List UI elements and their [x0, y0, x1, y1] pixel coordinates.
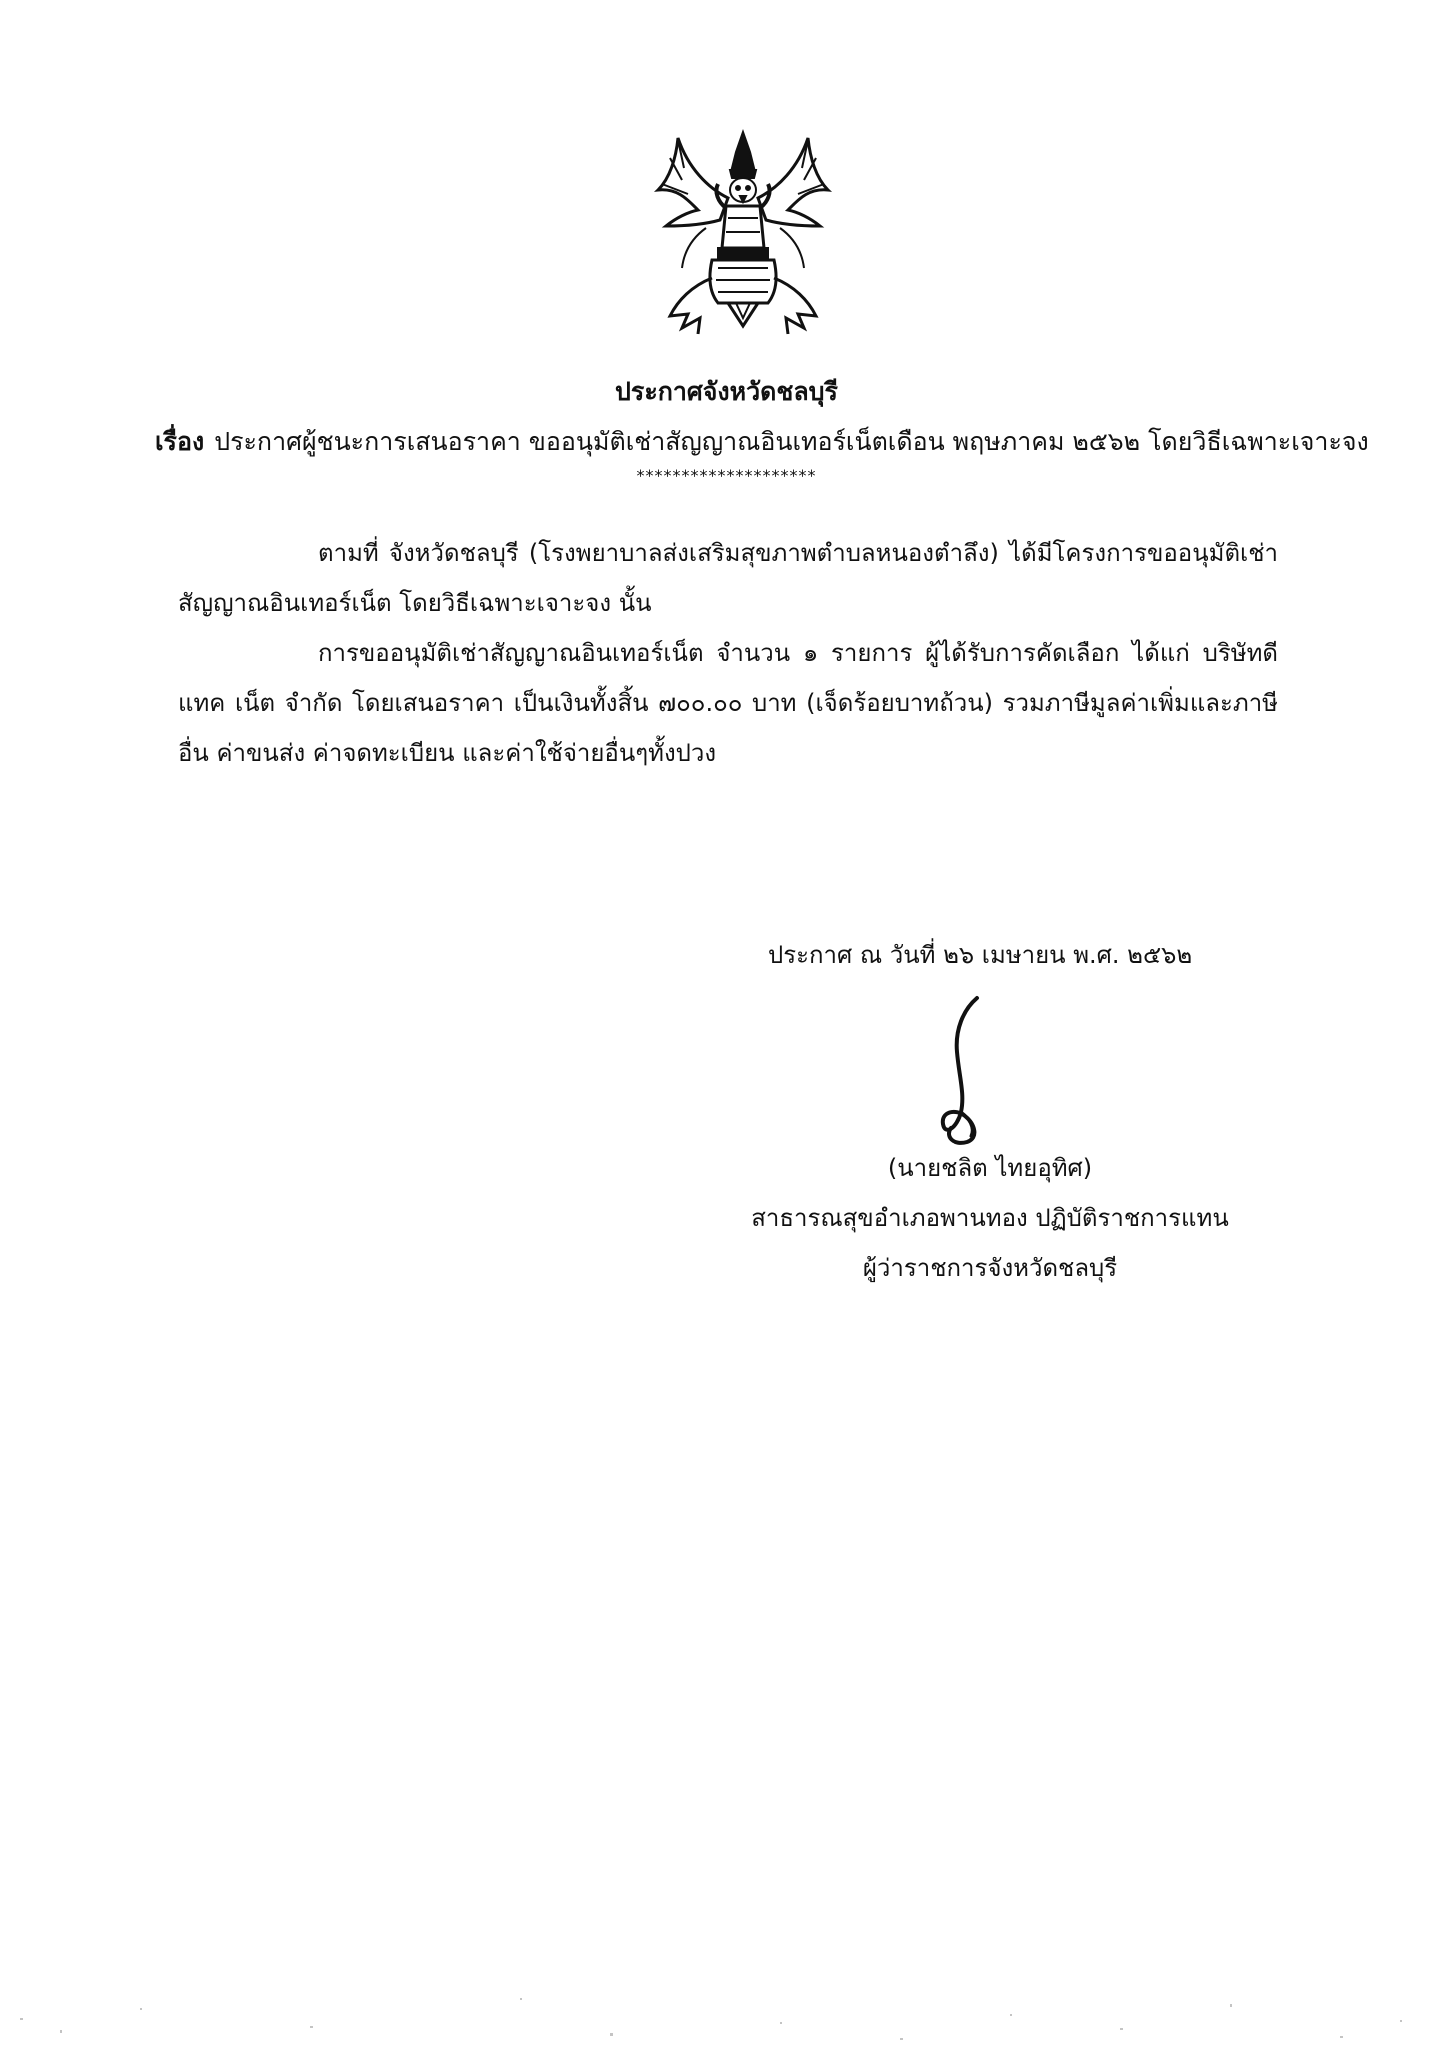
subject-text: ประกาศผู้ชนะการเสนอราคา ขออนุมัติเช่าสัญญาณอินเทอร์เน็ตเดือน พฤษภาคม ๒๕๖๒ โดยวิธีเฉพาะเจาะจง	[214, 427, 1369, 456]
garuda-emblem-icon	[648, 128, 838, 343]
subject-line	[155, 422, 1369, 462]
paragraph-1-text: ตามที่ จังหวัดชลบุรี (โรงพยาบาลส่งเสริมสุขภาพตำบลหนองตำลึง) ได้มีโครงการขออนุมัติเช่าสัญญาณอินเทอร์เน็ต โดยวิธีเฉพาะเจาะจง นั้น	[178, 539, 1278, 617]
announcement-date: ประกาศ ณ วันที่ ๒๖ เมษายน พ.ศ. ๒๕๖๒	[768, 941, 1193, 969]
signer-name: (นายชลิต ไทยอุทิศ)	[887, 1154, 1093, 1182]
body-paragraph-1	[178, 528, 1278, 628]
separator-stars: ********************	[636, 466, 817, 485]
scan-noise	[0, 1938, 1453, 2048]
subject-label: เรื่อง	[155, 427, 205, 456]
signer-position: สาธารณสุขอำเภอพานทอง ปฏิบัติราชการแทน	[751, 1204, 1229, 1232]
document-title: ประกาศจังหวัดชลบุรี	[615, 377, 838, 406]
signer-authority: ผู้ว่าราชการจังหวัดชลบุรี	[862, 1254, 1118, 1282]
body-paragraph-2	[178, 628, 1278, 778]
handwritten-signature	[905, 990, 1015, 1150]
paragraph-2-text: การขออนุมัติเช่าสัญญาณอินเทอร์เน็ต จำนวน ๑ รายการ ผู้ได้รับการคัดเลือก ได้แก่ บริษัทดีแทค เน็ต จำกัด โดยเสนอราคา เป็นเงินทั้งสิ้น ๗๐๐.๐๐ บาท (เจ็ดร้อยบาทถ้วน) รวมภาษีมูลค่าเพิ่มและภาษีอื่น ค่าขนส่ง ค่าจดทะเบียน และค่าใช้จ่ายอื่นๆทั้งปวง	[178, 639, 1278, 767]
